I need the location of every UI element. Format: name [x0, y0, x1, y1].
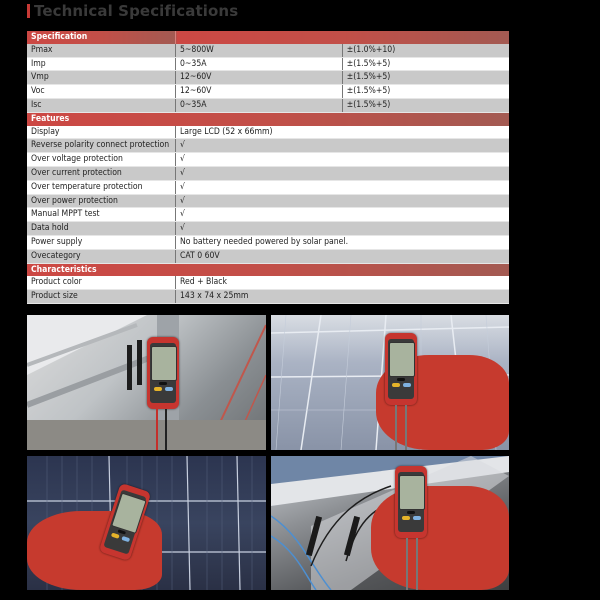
table-row: [27, 153, 509, 167]
spec-name: Isc: [27, 98, 176, 112]
test-lead-red: [156, 409, 158, 450]
feature-value: √: [176, 222, 510, 236]
spec-accuracy: ±(1.5%+5): [342, 85, 509, 99]
spec-value: 12~60V: [176, 85, 343, 99]
photo-meter-under-frame: [271, 456, 509, 590]
title-text: Technical Specifications: [34, 2, 239, 20]
characteristic-value: 143 x 74 x 25mm: [176, 290, 510, 304]
feature-value: √: [176, 166, 510, 180]
spec-name: Imp: [27, 57, 176, 71]
spec-table: [27, 31, 509, 304]
feature-name: Over current protection: [27, 166, 176, 180]
table-row: [27, 194, 509, 208]
test-lead-gray: [405, 405, 407, 450]
test-lead-gray: [416, 538, 418, 590]
test-lead-gray: [406, 538, 408, 590]
table-row: [27, 222, 509, 236]
section-header-features: [27, 112, 509, 125]
spec-name: Voc: [27, 85, 176, 99]
characteristic-value: Red + Black: [176, 276, 510, 289]
solar-meter-device: [395, 466, 427, 538]
characteristic-name: Product size: [27, 290, 176, 304]
spec-name: Vmp: [27, 71, 176, 85]
feature-name: Ovecategory: [27, 249, 176, 263]
section-header-specification: [27, 31, 509, 44]
spec-accuracy: ±(1.0%+10): [342, 44, 509, 57]
title-accent-bar: [27, 4, 30, 18]
photo-meter-dark-panel: [27, 456, 266, 590]
section-header-label: Characteristics: [27, 263, 509, 276]
red-glove: [371, 486, 509, 590]
table-row: [27, 57, 509, 71]
table-row: [27, 235, 509, 249]
table-row: [27, 290, 509, 304]
feature-name: Over power protection: [27, 194, 176, 208]
test-lead-black: [165, 409, 167, 450]
feature-name: Manual MPPT test: [27, 208, 176, 222]
photo-hand-meter-panel: [271, 315, 509, 450]
test-lead-gray: [395, 405, 397, 450]
spec-value: 5~800W: [176, 44, 343, 57]
spec-value: 12~60V: [176, 71, 343, 85]
table-row: [27, 180, 509, 194]
table-row: [27, 139, 509, 153]
table-row: [27, 71, 509, 85]
feature-value: √: [176, 208, 510, 222]
table-row: [27, 126, 509, 139]
characteristic-name: Product color: [27, 276, 176, 289]
feature-name: Data hold: [27, 222, 176, 236]
feature-value: No battery needed powered by solar panel.: [176, 235, 510, 249]
red-glove: [27, 511, 162, 590]
feature-value: Large LCD (52 x 66mm): [176, 126, 510, 139]
spec-value: 0~35A: [176, 57, 343, 71]
feature-value: √: [176, 153, 510, 167]
section-header-characteristics: [27, 263, 509, 276]
section-header-fill: [176, 31, 510, 44]
table-row: [27, 208, 509, 222]
photo-meter-on-pole: [27, 315, 266, 450]
feature-value: √: [176, 139, 510, 153]
table-row: [27, 166, 509, 180]
spec-name: Pmax: [27, 44, 176, 57]
section-header-label: Specification: [27, 31, 176, 44]
feature-value: CAT 0 60V: [176, 249, 510, 263]
solar-meter-device: [147, 337, 179, 409]
table-row: [27, 44, 509, 57]
feature-name: Reverse polarity connect protection: [27, 139, 176, 153]
section-header-label: Features: [27, 112, 509, 125]
table-row: [27, 249, 509, 263]
feature-name: Over voltage protection: [27, 153, 176, 167]
feature-value: √: [176, 180, 510, 194]
feature-value: √: [176, 194, 510, 208]
table-row: [27, 98, 509, 112]
feature-name: Power supply: [27, 235, 176, 249]
spec-accuracy: ±(1.5%+5): [342, 57, 509, 71]
feature-name: Over temperature protection: [27, 180, 176, 194]
spec-accuracy: ±(1.5%+5): [342, 71, 509, 85]
table-row: [27, 85, 509, 99]
solar-meter-device: [385, 333, 417, 405]
spec-accuracy: ±(1.5%+5): [342, 98, 509, 112]
page-title: [27, 0, 238, 22]
spec-value: 0~35A: [176, 98, 343, 112]
feature-name: Display: [27, 126, 176, 139]
table-row: [27, 276, 509, 289]
